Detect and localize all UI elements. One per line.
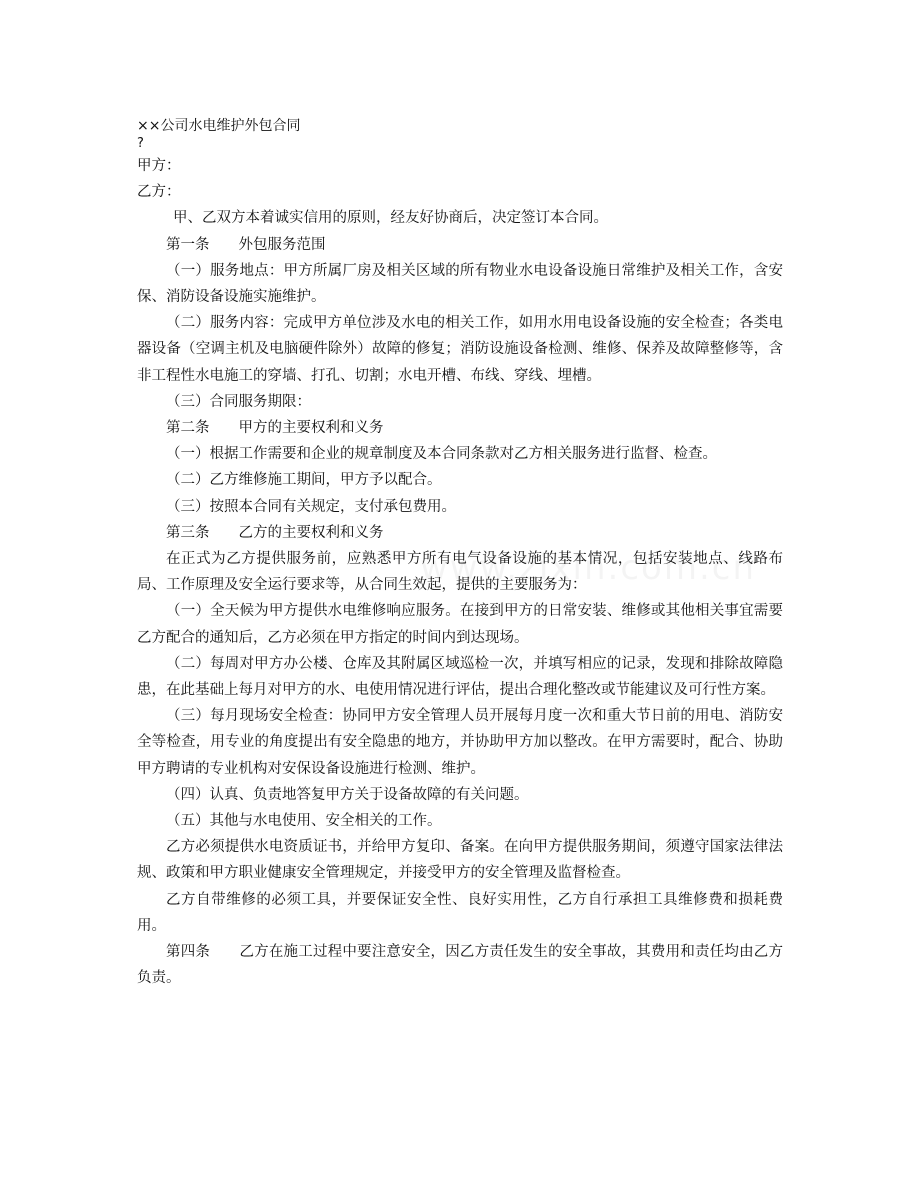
- contract-paragraph: 第一条 外包服务范围: [166, 236, 326, 253]
- contract-paragraph: 第三条 乙方的主要权利和义务: [166, 524, 384, 541]
- contract-paragraph: （一）根据工作需要和企业的规章制度及本合同条款对乙方相关服务进行监督、检查。: [166, 446, 717, 463]
- contract-paragraph: （四）认真、负责地答复甲方关于设备故障的有关问题。: [166, 786, 529, 803]
- question-mark: ?: [137, 136, 144, 151]
- contract-paragraph: 在正式为乙方提供服务前，应熟悉甲方所有电气设备设施的基本情况，包括安装地点、线路布局、工作原理及安全运行要求等，从合同生效起，提供的主要服务为：: [137, 551, 783, 594]
- document-title: ××公司水电维护外包合同: [137, 118, 301, 134]
- contract-body: [137, 153, 783, 992]
- contract-paragraph: （三）每月现场安全检查：协同甲方安全管理人员开展每月度一次和重大节日前的用电、消防安全等检查，用专业的角度提出有安全隐患的地方，并协助甲方加以整改。在甲方需要时，配合、协助甲方聘请的专业机构对安保设备设施进行检测、维护。: [137, 708, 783, 777]
- contract-paragraph: （二）每周对甲方办公楼、仓库及其附属区域巡检一次，并填写相应的记录，发现和排除故障隐患，在此基础上每月对甲方的水、电使用情况进行评估，提出合理化整改或节能建议及可行性方案。: [137, 655, 783, 699]
- contract-paragraph: 甲、乙双方本着诚实信用的原则，经友好协商后，决定签订本合同。: [173, 210, 608, 227]
- contract-paragraph: （三）按照本合同有关规定，支付承包费用。: [166, 498, 456, 515]
- contract-paragraph: （一）服务地点：甲方所属厂房及相关区域的所有物业水电设备设施日常维护及相关工作，含安保、消防设备设施实施维护。: [137, 262, 783, 306]
- contract-paragraph: 乙方自带维修的必须工具，并要保证安全性、良好实用性，乙方自行承担工具维修费和损耗费用。: [137, 891, 783, 934]
- contract-paragraph: 第四条 乙方在施工过程中要注意安全，因乙方责任发生的安全事故，其费用和责任均由乙方负责。: [137, 944, 783, 987]
- contract-paragraph: （五）其他与水电使用、安全相关的工作。: [166, 813, 442, 830]
- contract-paragraph: 乙方必须提供水电资质证书，并给甲方复印、备案。在向甲方提供服务期间，须遵守国家法律法规、政策和甲方职业健康安全管理规定，并接受甲方的安全管理及监督检查。: [137, 839, 783, 882]
- contract-paragraph: （二）服务内容：完成甲方单位涉及水电的相关工作，如用水用电设备设施的安全检查；各类电器设备（空调主机及电脑硬件除外）故障的修复；消防设施设备检测、维修、保养及故障整修等，含非工程性水电施工的穿墙、打孔、切割；水电开槽、布线、穿线、埋槽。: [137, 315, 783, 384]
- contract-paragraph: 乙方：: [137, 184, 181, 201]
- contract-paragraph: 甲方：: [137, 158, 181, 174]
- contract-paragraph: （一）全天候为甲方提供水电维修响应服务。在接到甲方的日常安装、维修或其他相关事宜需要乙方配合的通知后，乙方必须在甲方指定的时间内到达现场。: [137, 603, 783, 646]
- contract-paragraph: 第二条 甲方的主要权利和义务: [166, 420, 384, 437]
- contract-paragraph: （三）合同服务期限：: [166, 393, 311, 410]
- contract-paragraph: （二）乙方维修施工期间，甲方予以配合。: [166, 472, 442, 489]
